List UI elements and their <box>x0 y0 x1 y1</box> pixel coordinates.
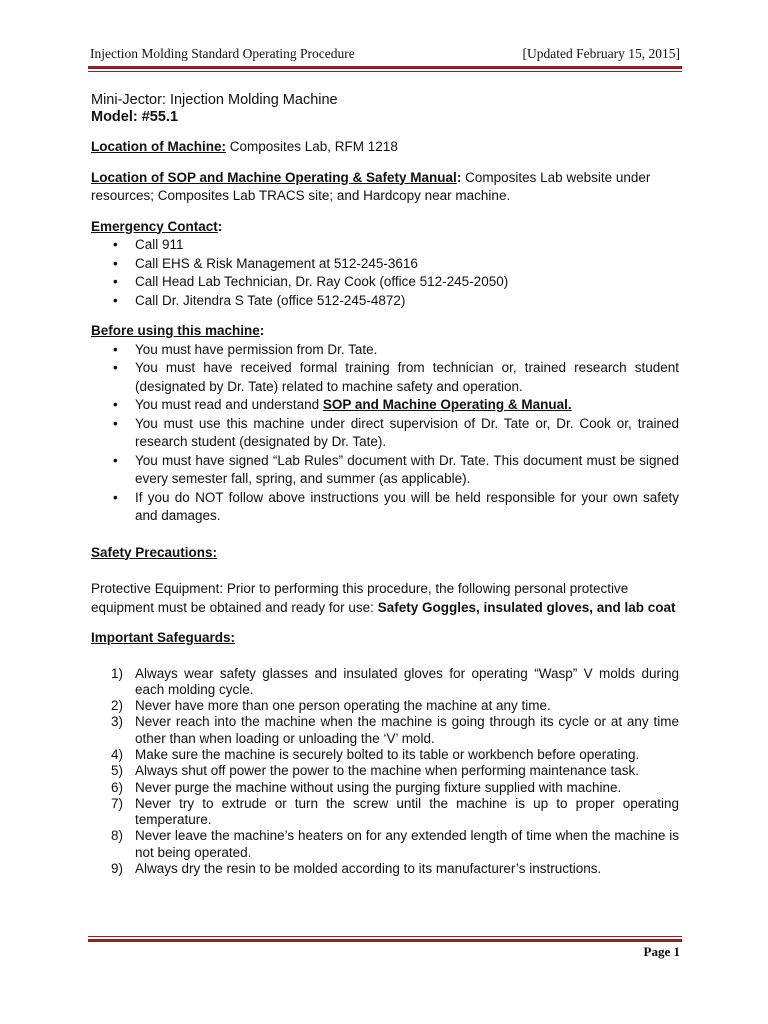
header-title: Injection Molding Standard Operating Procedure <box>90 46 355 61</box>
footer-rule-thin <box>88 936 682 937</box>
safety-heading: Safety Precautions: <box>91 544 218 560</box>
list-item: • Call EHS & Risk Management at 512-245-3616 <box>91 255 679 274</box>
sop-manual-reference: SOP and Machine Operating & Manual. <box>322 397 572 412</box>
list-item: 9) Always dry the resin to be molded according to its manufacturer’s instructions. <box>111 861 602 877</box>
list-item: • If you do NOT follow above instructions you will be held responsible for your own safety and damages. <box>91 489 679 526</box>
location-sop: Location of SOP and Machine Operating & Safety Manual: Composites Lab website under resources; Composites Lab TRACS site; and Hardcopy near machine. <box>91 169 651 203</box>
location-machine-value: Composites Lab, RFM 1218 <box>226 139 398 154</box>
emergency-heading: Emergency Contact: <box>91 218 223 234</box>
list-item: • You must have received formal training from technician or, trained research student (designated by Dr. Tate) related to machine safety and operation. <box>91 359 679 396</box>
list-item: • Call 911 <box>91 236 679 255</box>
list-item: 3) Never reach into the machine when the machine is going through its cycle or at any time other than when loading or unloading the ‘V’ mold. <box>111 714 679 746</box>
protective-equipment: Protective Equipment: Prior to performing this procedure, the following personal protective equipment must be obtained and ready for use: Safety Goggles, insulated gloves, and lab coat <box>91 581 676 615</box>
list-item: • You must read and understand SOP and Machine Operating & Manual. <box>91 396 679 415</box>
list-item: • Call Head Lab Technician, Dr. Ray Cook (office 512-245-2050) <box>91 273 679 292</box>
list-item: 6) Never purge the machine without using the purging fixture supplied with machine. <box>111 779 622 795</box>
page-number: Page 1 <box>643 944 680 959</box>
document-body <box>91 92 679 877</box>
document-title: Mini-Jector: Injection Molding Machine <box>91 92 338 108</box>
model-number: Model: #55.1 <box>91 109 179 125</box>
location-sop-label: Location of SOP and Machine Operating & Safety Manual <box>91 169 457 185</box>
safeguards-heading: Important Safeguards: <box>91 630 236 645</box>
header-date: [Updated February 15, 2015] <box>522 46 680 61</box>
list-item: 2) Never have more than one person operating the machine at any time. <box>111 698 551 714</box>
list-item: 5) Always shut off power the power to the machine when performing maintenance task. <box>111 763 640 779</box>
header-rule-thin <box>88 71 682 72</box>
list-item: • You must have signed “Lab Rules” document with Dr. Tate. This document must be signed every semester fall, spring, and summer (as applicable). <box>91 452 679 489</box>
list-item: • Call Dr. Jitendra S Tate (office 512-245-4872) <box>91 292 679 311</box>
footer-rule-thick <box>88 939 682 942</box>
header-rule-thick <box>88 66 682 69</box>
list-item: 8) Never leave the machine’s heaters on for any extended length of time when the machine is not being operated. <box>111 828 679 860</box>
list-item: 1) Always wear safety glasses and insulated gloves for operating “Wasp” V molds during each molding cycle. <box>111 665 679 697</box>
list-item: • You must use this machine under direct supervision of Dr. Tate or, Dr. Cook or, trained research student (designated by Dr. Tate). <box>91 415 679 452</box>
list-item: 4) Make sure the machine is securely bolted to its table or workbench before operating. <box>111 746 640 762</box>
list-item: • You must have permission from Dr. Tate. <box>91 341 679 360</box>
safeguards-list <box>91 666 679 878</box>
before-heading: Before using this machine: <box>91 323 265 338</box>
location-machine <box>91 138 679 157</box>
emergency-list <box>91 236 679 310</box>
list-item: 7) Never try to extrude or turn the screw until the machine is up to proper operating temperature. <box>111 795 679 828</box>
location-sop-value: Composites Lab website under resources; Composites Lab TRACS site; and Hardcopy near machine. <box>91 169 651 203</box>
location-machine-label: Location of Machine: <box>91 139 226 154</box>
before-list <box>91 341 679 526</box>
